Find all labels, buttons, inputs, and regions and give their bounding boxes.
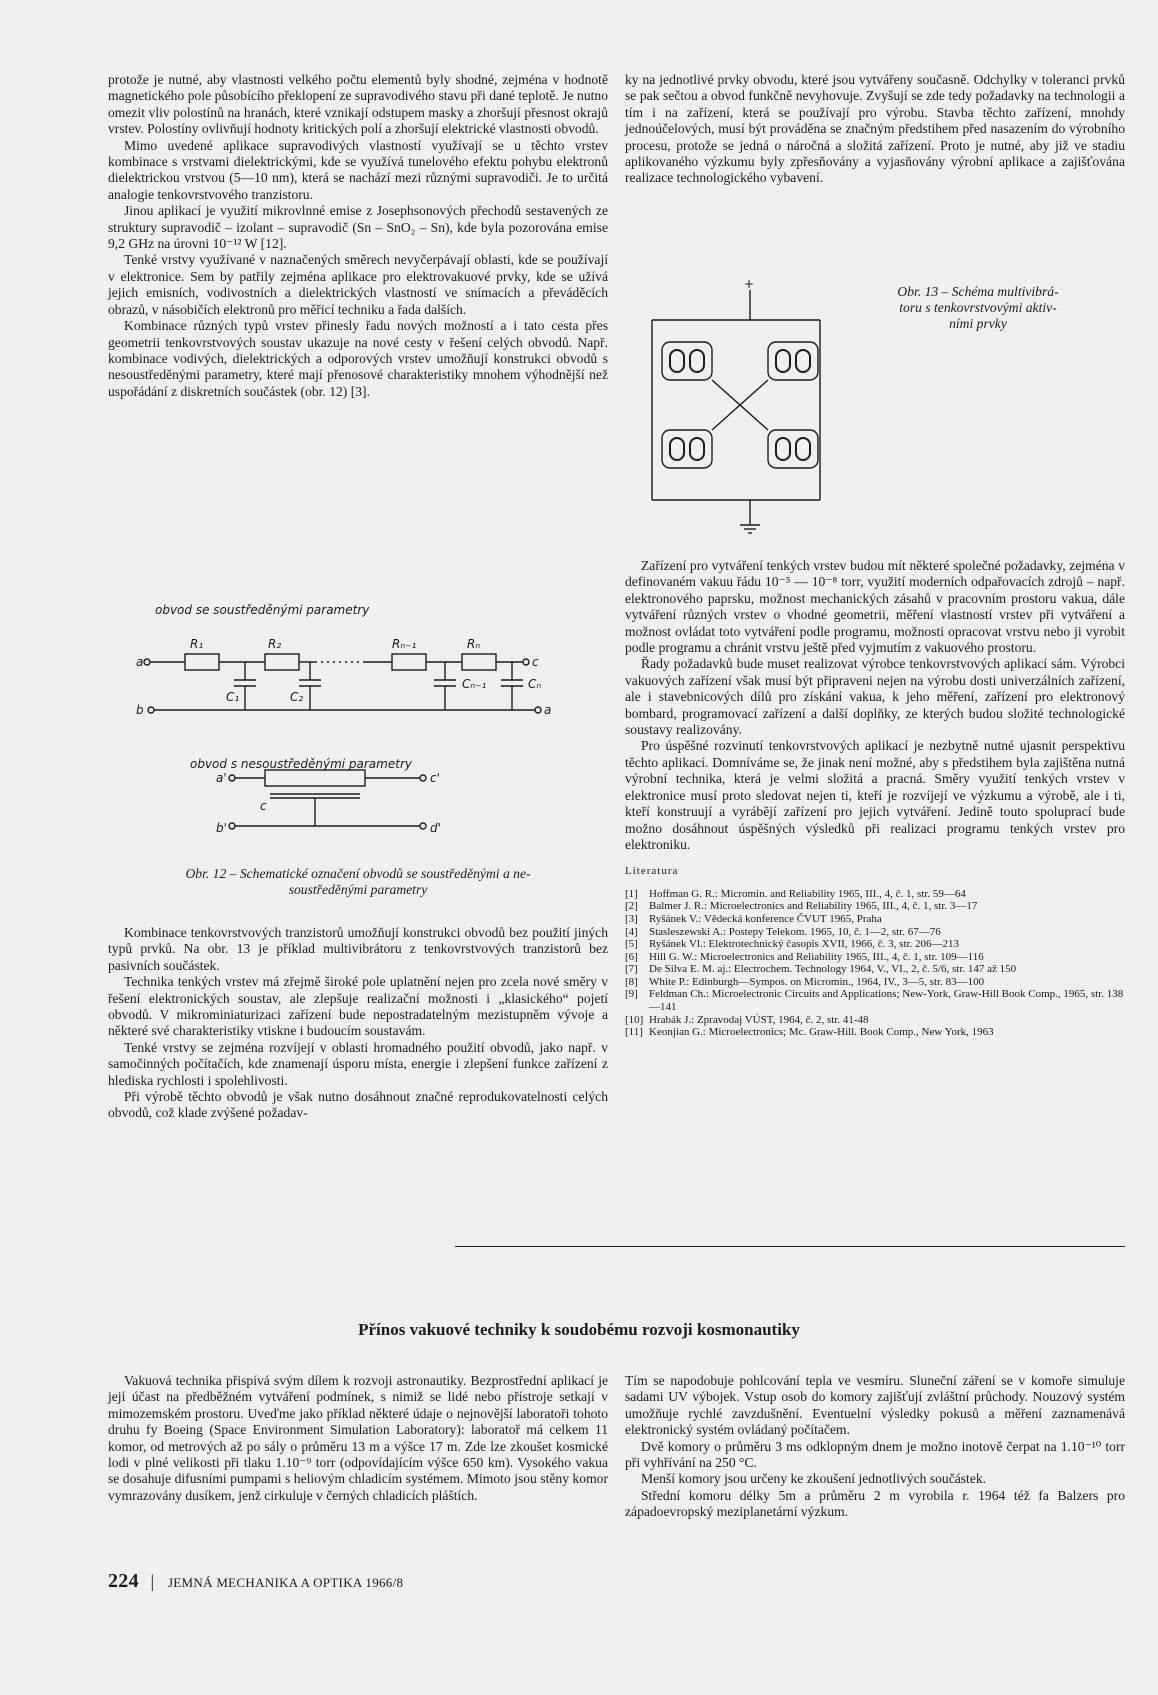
paragraph: Tím se napodobuje pohlcování tepla ve vesmíru. Sluneční záření se v komoře simuluje sadami UV výbojek. Vstup osob do komory zajišťují zvláštní průchody. Nouzový systém umožňuje rychlé zavzdušnění. Eventuelní výsledky pokusů a měření zaznamenává elektronický systém ovládaný počítačem. [625, 1373, 1125, 1438]
reference-item: [1] Hoffman G. R.: Micromin. and Reliability 1965, III., 4, č. 1, str. 59—64 [625, 887, 966, 900]
paragraph: Jinou aplikací je využití mikrovlnné emise z Josephsonových přechodů sestavených ze struktury supravodič – izolant – supravodič (Sn – SnO₂ – Sn), kde byla pozorována emise 9,2 GHz na úrovni 10⁻¹² W [12]. [108, 203, 608, 252]
terminal-c-prime: c' [430, 771, 440, 785]
cn1-label: Cₙ₋₁ [462, 677, 487, 691]
circuit-diagram-12 [136, 600, 580, 850]
article2-left-column [108, 1373, 608, 1504]
r2-label: R₂ [268, 637, 282, 651]
paragraph: Menší komory jsou určeny ke zkoušení jednotlivých součástek. [641, 1471, 987, 1487]
c2-label: C₂ [290, 690, 304, 704]
rn-label: Rₙ [467, 637, 481, 651]
terminal-a-right: a [544, 703, 552, 717]
paragraph: Mimo uvedené aplikace supravodivých vlastností využívají se u těchto vrstev kombinace s vrstvami dielektrickými, kde se využívá tunelového efektu pohybu elektronů dielektrickou vrstvou (5—10 nm), která se nachází mezi různými supravodiči. Je to určitá analogie tenkovrstvového tranzistoru. [108, 137, 608, 202]
rn1-label: Rₙ₋₁ [392, 637, 417, 651]
paragraph: Řady požadavků bude muset realizovat výrobce tenkovrstvových aplikací sám. Výrobci vakuových zařízení však musí být připraveni nejen na výrobu dosti univerzálních zařízení, ale i stavebnicových dílů pro získání vakua, k jeho měření, zařízení pro elektronový bombard, programovací zařízení a další doplňky, ze kterých budou složité technologické soustavy realizovány. [625, 656, 1125, 738]
terminal-b-prime: b' [216, 821, 227, 835]
terminal-c: c [532, 655, 539, 669]
reference-item: [10] Hrabák J.: Zpravodaj VÚST, 1964, č. 2, str. 41-48 [625, 1013, 869, 1026]
paragraph: Technika tenkých vrstev má zřejmě široké pole uplatnění nejen pro zcela nové směry v řešení elektronických soustav, ale zlepšuje realizační možnosti i „klasického“ pojetí obvodů. V mikrominiaturizaci zařízení bude nepostradatelným mezistupněm vývoje a některé své charakteristiky vtiskne i budoucím soustavám. [108, 974, 608, 1039]
paragraph: Střední komoru délky 5m a průměru 2 m vyrobila r. 1964 též fa Balzers pro západoevropský meziplanetární výzkum. [625, 1487, 1125, 1520]
journal-name: JEMNÁ MECHANIKA A OPTIKA 1966/8 [167, 1575, 404, 1590]
label-lumped: obvod se soustředěnými parametry [155, 603, 370, 617]
right-column-lower [625, 558, 1125, 1039]
cn-label: Cₙ [528, 677, 542, 691]
article-title: Přínos vakuové techniky k soudobému rozvoji kosmonautiky [358, 1320, 800, 1339]
paragraph: Při výrobě těchto obvodů je však nutno dosáhnout značné reprodukovatelnosti celých obvodů, což klade zvýšené požadav- [108, 1089, 608, 1121]
reference-item: [4] Stasleszewski A.: Postepy Telekom. 1965, 10, č. 1—2, str. 67—76 [625, 925, 941, 938]
terminal-a: a [136, 655, 144, 669]
page-footer [108, 1570, 403, 1593]
r1-label: R₁ [190, 637, 204, 651]
page-number: 224 [108, 1570, 139, 1592]
reference-item: [7] De Silva E. M. aj.: Electrochem. Technology 1964, V., VI., 2, č. 5/6, str. 147 až 150 [625, 963, 1017, 976]
figure-12-caption: Obr. 12 – Schematické označení obvodů se soustředěnými a ne- soustředěnými parametry [185, 866, 531, 897]
terminal-d-prime: d' [430, 821, 441, 835]
left-column [108, 72, 608, 400]
paragraph: Pro úspěšné rozvinutí tenkovrstvových aplikací je nezbytně nutné ujasnit perspektivu těchto aplikací. Domníváme se, že jinak není možné, aby s předstihem byla zajištěna nutná výrobní technika, která je velmi složitá a pracná. Směry využití tenkých vrstev v elektronice musí proto sledovat nejen ti, kteří je rozvíjejí ve výzkumu a výrobě, ale i ti, kteří konstruují a vyrábějí zařízení pro jejich vytváření. Jedině touto spoluprací bude možno dosáhnout úspěšných výsledků při realizaci programu tenkých vrstev pro elektroniku. [625, 738, 1125, 852]
article2-right-column [625, 1373, 1125, 1521]
reference-item: [5] Ryšánek Vl.: Elektrotechnický časopis XVII, 1966, č. 3, str. 206—213 [625, 938, 960, 951]
supply-plus-label: + [744, 277, 755, 291]
reference-list [625, 888, 1125, 1039]
figure-13 [640, 277, 1120, 540]
footer-separator: | [150, 1571, 155, 1591]
reference-item: [11] Keonjian G.: Microelectronics; Mc. Graw-Hill. Book Comp., New York, 1963 [625, 1026, 994, 1039]
paragraph: Kombinace různých typů vrstev přinesly řadu nových možností a i tato cesta přes geometrii tenkovrstvových soustav ukazuje na nové cesty v řešení celých obvodů. Např. kombinace vodivých, dielektrických a odporových vrstev umožňují konstrukci obvodů s nesoustředěnými parametry, které mají přenosové charakteristiky mnohem výhodnější než uspořádání z diskretních součástek (obr. 12) [3]. [108, 318, 608, 399]
reference-item: [6] Hill G. W.: Microelectronics and Reliability 1965, III., 4, č. 1, str. 109—116 [625, 950, 984, 963]
paragraph: protože je nutné, aby vlastnosti velkého počtu elementů byly shodné, zejména v hodnotě magnetického pole působícího překlopení ze supravodivého stavu při dané teplotě. Je nutno omezit vliv polostínů na hranách, které vznikají odstupem masky a zhoršují přesnost okrajů vrstev. Polostíny ovlivňují hodnoty kritických polí a zhoršují elektrické vlastnosti obvodů. [108, 72, 608, 137]
paragraph: Tenké vrstvy se zejména rozvíjejí v oblasti hromadného použití obvodů, jako např. v samočinných počítačích, kde znamenají úsporu místa, energie i zlepšení funkce zařízení z hlediska rychlosti i spolehlivosti. [108, 1039, 608, 1088]
left-column-lower [108, 925, 608, 1122]
figure-12 [136, 600, 580, 910]
section-divider [455, 1246, 1125, 1247]
reference-item: [2] Balmer J. R.: Microelectronics and Reliability 1965, III., 4, č. 1, str. 3—17 [625, 900, 978, 913]
paragraph: Vakuová technika přispívá svým dílem k rozvoji astronautiky. Bezprostřední aplikací je její účast na předběžném vytváření podmínek, s nimiž se lidé nebo přístroje setkají v mimozemském prostoru. Uveďme jako příklad některé údaje o nejnovější laboratoři tohoto druhu fy Boeing (Space Environment Simulation Laboratory): laboratoř má celkem 11 komor, od metrových až po sály o průměru 13 m a výšce 17 m. Zde lze zkoušet kosmické lodi v plné velikosti při tlaku 1.10⁻⁹ torr (odpovídajícím výšce 650 km). Vysokého vakua se dosahuje difusními pumpami s heliovým chladicím systémem. Mimoto jsou stěny komor vymrazovány dusíkem, jenž cirkuluje v černých chladicích pláštích. [108, 1373, 608, 1503]
reference-item: [9] Feldman Ch.: Microelectronic Circuits and Applications; New-York, Graw-Hill Book Comp., 1965, str. 138—141 [625, 988, 1124, 1014]
paragraph: Kombinace tenkovrstvových tranzistorů umožňují konstrukci obvodů bez použití jiných typů prvků. Na obr. 13 je příklad multivibrátoru z tenkovrstvových tranzistorů bez pasivních součástek. [108, 925, 608, 973]
paragraph: ky na jednotlivé prvky obvodu, které jsou vytvářeny současně. Odchylky v toleranci prvků se pak sečtou a obvod funkčně nevyhovuje. Zvyšují se zde tedy požadavky na technologii a tím i na zařízení, která se používají pro výrobu. Stavba těchto zařízení, mnohdy jednoúčelových, musí být prováděna se značným předstihem před nasazením do výrobního procesu, protože se jedná o náročná a složitá zařízení. Proto je nutné, aby již ve stadiu aplikovaného výzkumu byly zpřesňovány a vyjasňovány výrobní aplikace a zajišťována realizace technologického vybavení. [625, 72, 1125, 186]
reference-item: [8] White P.: Edinburgh—Sympos. on Micromin., 1964, IV., 3—5, str. 83—100 [625, 975, 985, 988]
figure-13-caption: Obr. 13 – Schéma multivibrá- toru s tenkovrstvovými aktiv- ními prvky [897, 284, 1059, 331]
paragraph: Zařízení pro vytváření tenkých vrstev budou mít některé společné požadavky, zejména v definovaném vakuu řádu 10⁻⁵ — 10⁻⁸ torr, využití moderních odpařovacích zdrojů – např. elektronového paprsku, možnost mechanických zásahů v pracovním prostoru vakua, dále vytváření různých vrstev o vhodné geometrii, měření vlastností vrstev při vytváření a možnost ovládat toto vytváření podle programu, možnosti opracovat vrstvu nebo ji vyrobit podle programu a chránit vrstvu ještě před vyjmutím z vakuového prostoru. [625, 558, 1125, 656]
right-column [625, 72, 1125, 187]
label-distributed: obvod s nesoustředěnými parametry [190, 757, 412, 771]
c1-label: C₁ [226, 690, 240, 704]
literature-heading: Literatura [625, 865, 679, 878]
terminal-b: b [136, 703, 144, 717]
multivibrator-diagram [640, 277, 840, 535]
reference-item: [3] Ryšánek V.: Vědecká konference ČVUT 1965, Praha [625, 912, 882, 925]
terminal-c-dist: c [260, 799, 267, 813]
paragraph: Tenké vrstvy využívané v naznačených směrech nevyčerpávají oblasti, kde se používají v elektronice. Sem by patřily zejména aplikace pro elektrovakuové prvky, kde se užívá jejich emisních, vodivostních a dielektrických vlastností ve snímacích a převáděcích obrazů, v násobičích elektronů pro měřicí techniku a řada dalších. [108, 252, 608, 317]
terminal-a-prime: a' [216, 771, 227, 785]
paragraph: Dvě komory o průměru 3 ms odklopným dnem je možno inotově čerpat na 1.10⁻¹⁰ torr při vyhřívání na 250 °C. [625, 1438, 1125, 1471]
